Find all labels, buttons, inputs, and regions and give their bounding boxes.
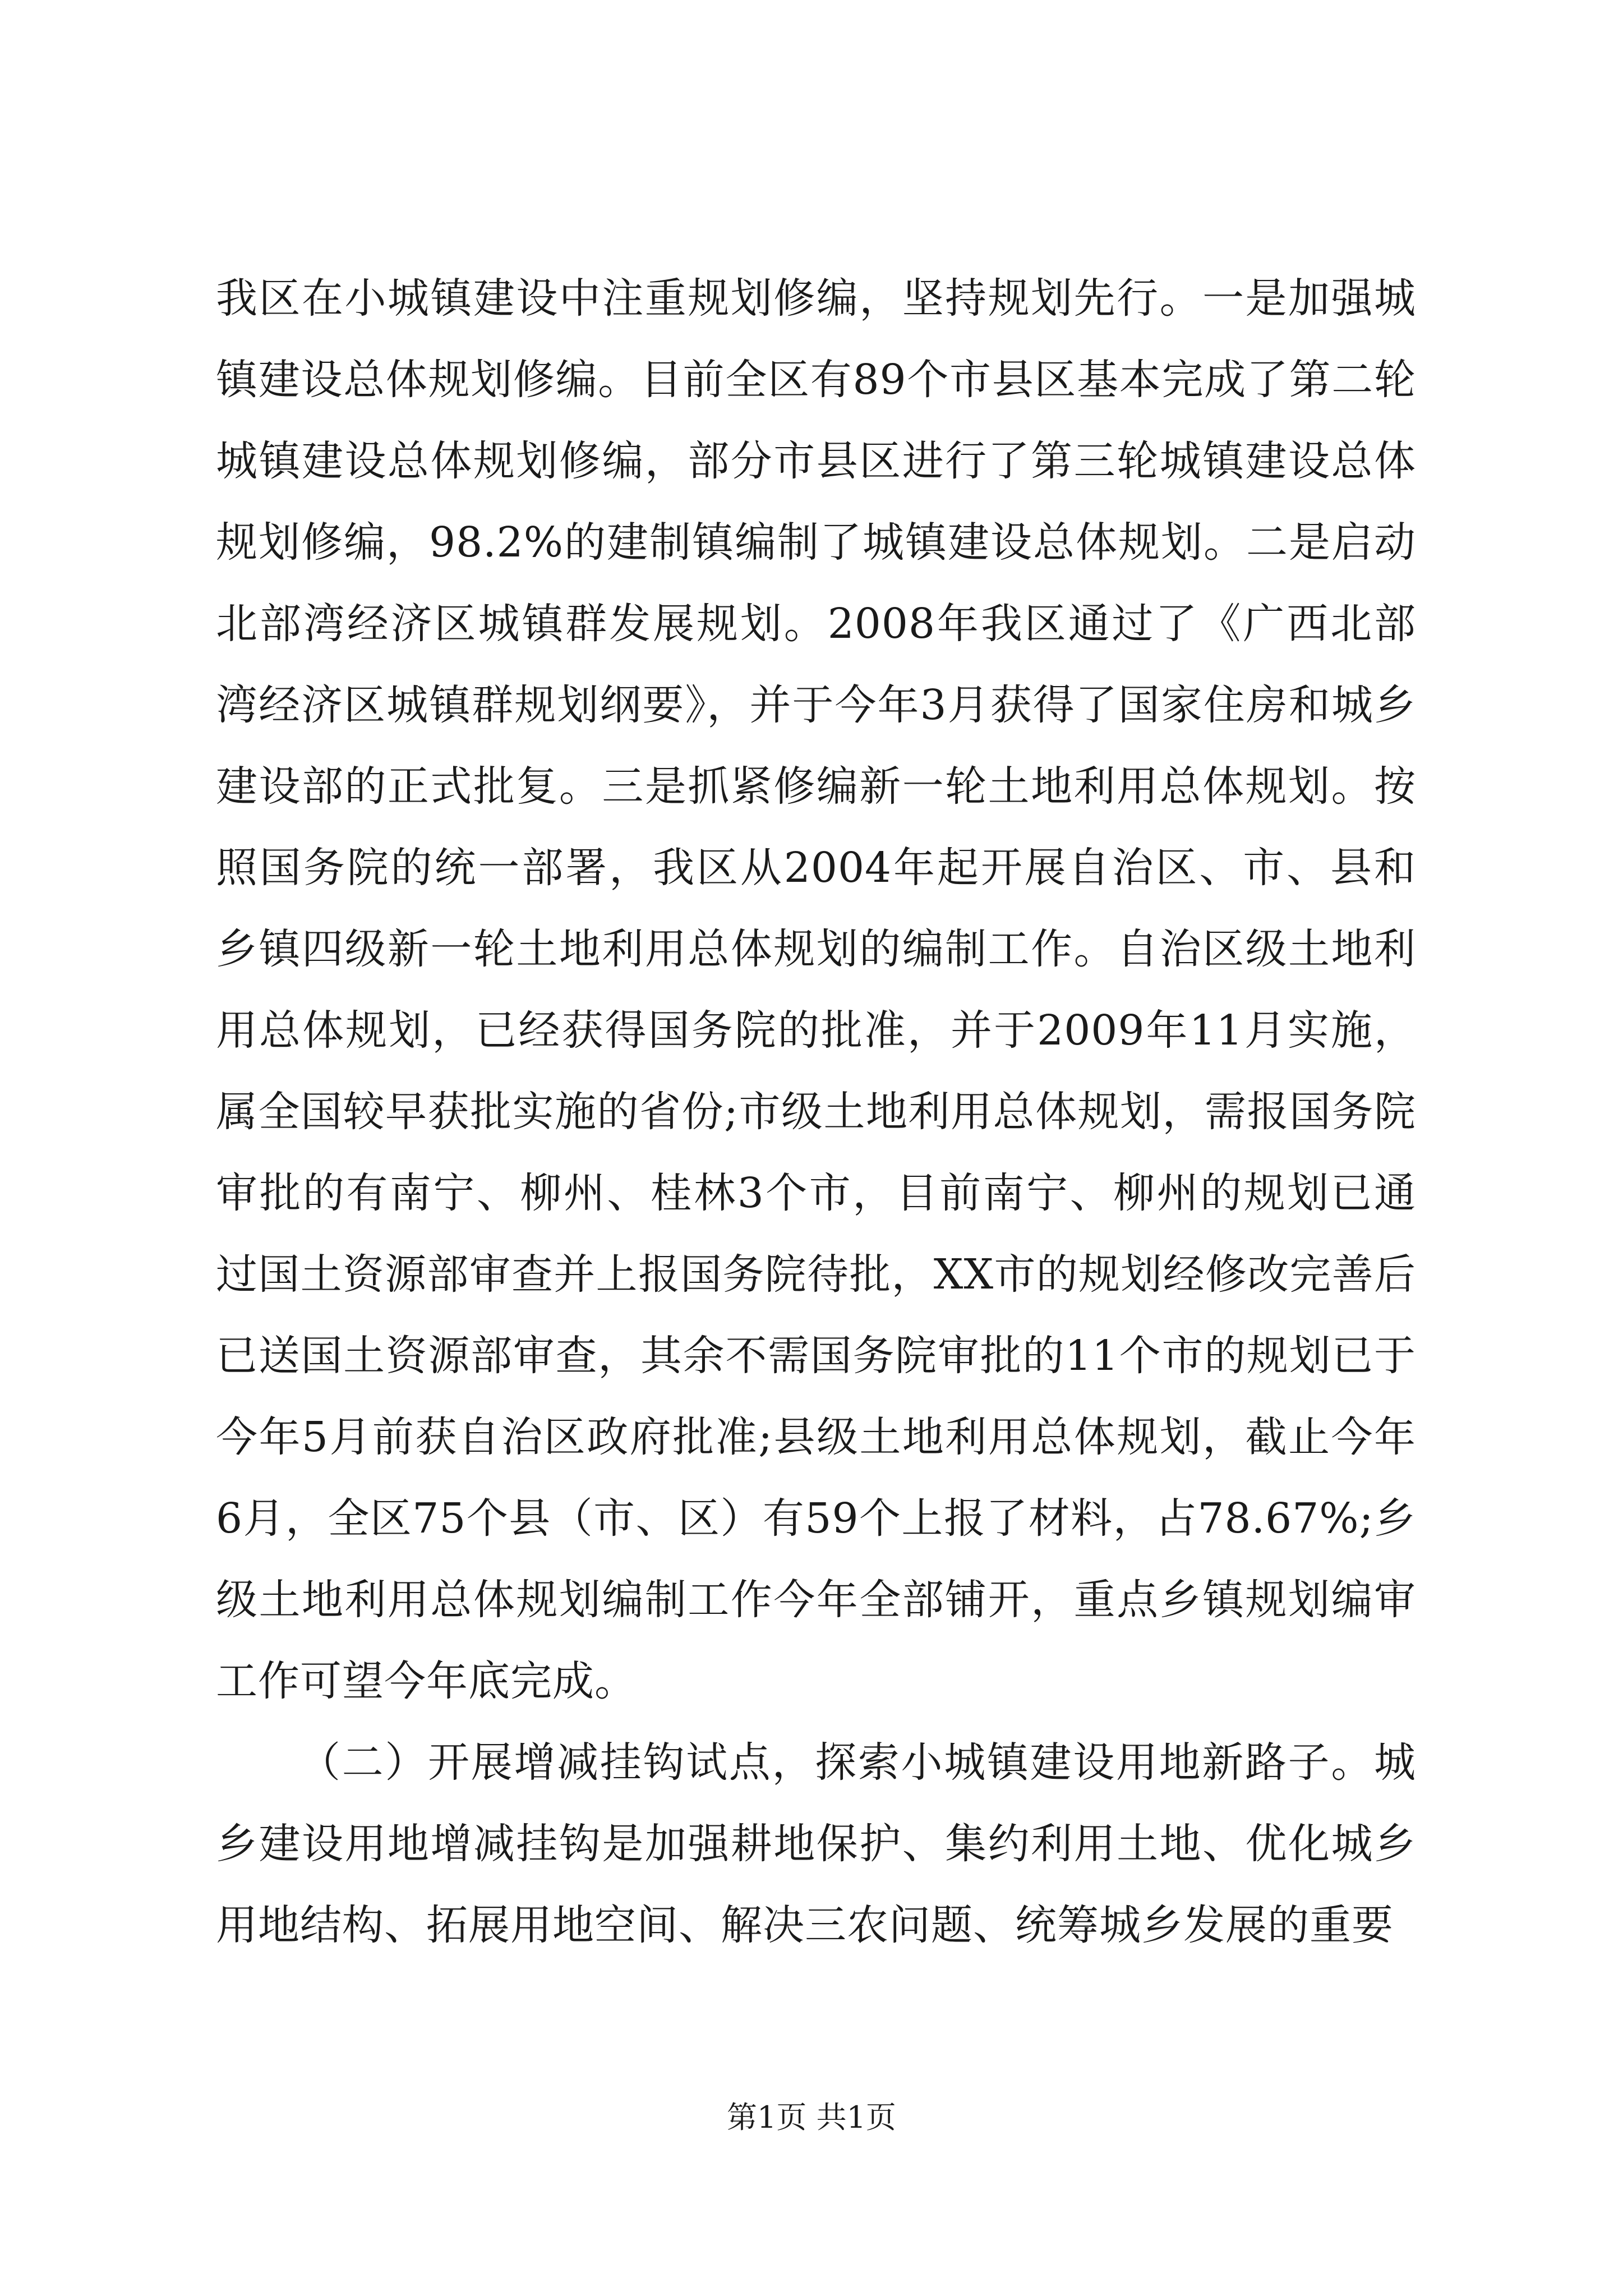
body-text — [216, 258, 1416, 1966]
page-footer: 第1页 共1页 — [727, 2100, 896, 2135]
paragraph-planning: 我区在小城镇建设中注重规划修编，坚持规划先行。一是加强城镇建设总体规划修编。目前全区有89个市县区基本完成了第二轮城镇建设总体规划修编，部分市县区进行了第三轮城镇建设总体规划修编，98.2%的建制镇编制了城镇建设总体规划。二是启动北部湾经济区城镇群发展规划。2008年我区通过了《广西北部湾经济区城镇群规划纲要》，并于今年3月获得了国家住房和城乡建设部的正式批复。三是抓紧修编新一轮土地利用总体规划。按照国务院的统一部署，我区从2004年起开展自治区、市、县和乡镇四级新一轮土地利用总体规划的编制工作。自治区级土地利用总体规划，已经获得国务院的批准，并于2009年11月实施，属全国较早获批实施的省份;市级土地利用总体规划，需报国务院审批的有南宁、柳州、桂林3个市，目前南宁、柳州的规划已通过国土资源部审查并上报国务院待批，XX市的规划经修改完善后已送国土资源部审查，其余不需国务院审批的11个市的规划已于今年5月前获自治区政府批准;县级土地利用总体规划，截止今年6月，全区75个县（市、区）有59个上报了材料，占78.67%;乡级土地利用总体规划编制工作今年全部铺开，重点乡镇规划编审工作可望今年底完成。 — [216, 274, 1416, 1705]
paragraph-land-linkage: （二）开展增减挂钩试点，探索小城镇建设用地新路子。城乡建设用地增减挂钩是加强耕地保护、集约利用土地、优化城乡用地结构、拓展用地空间、解决三农问题、统筹城乡发展的重要 — [216, 1738, 1416, 1949]
